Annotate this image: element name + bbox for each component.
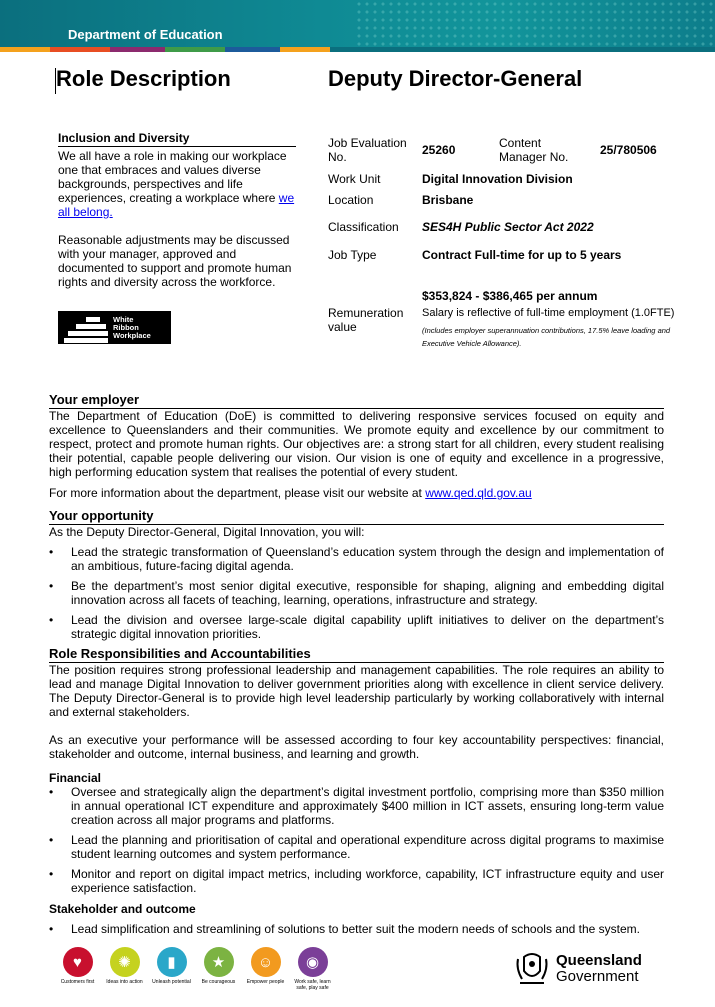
list-item: • Lead simplification and streamlining of solutions to better suit the modern needs of schools and the system. bbox=[49, 922, 664, 936]
list-item: • Lead the division and oversee large-scale digital capability uplift initiatives to deliver on the department’s strategic digital innovation priorities. bbox=[49, 613, 664, 641]
employer-section bbox=[49, 393, 664, 500]
content-mgr-label: Content Manager No. bbox=[499, 136, 569, 164]
stripe-segment bbox=[0, 47, 50, 52]
stripe-segment bbox=[330, 47, 715, 52]
value-badge: ★ bbox=[204, 947, 234, 977]
value-badge: ▮ bbox=[157, 947, 187, 977]
inclusion-heading: Inclusion and Diversity bbox=[58, 131, 296, 147]
responsibilities-para2: As an executive your performance will be assessed according to four key accountability perspectives: financial, stakeholder and outcome, internal business, and learning and growth. bbox=[49, 733, 664, 761]
remuneration-fine-print: (Includes employer superannuation contributions, 17.5% leave loading and Executive Vehicle Allowance). bbox=[422, 326, 671, 348]
doc-title: Role Description bbox=[56, 66, 231, 91]
be-courageous-icon bbox=[196, 947, 241, 991]
job-type-value: Contract Full-time for up to 5 years bbox=[422, 248, 622, 262]
ideas-into-action-icon bbox=[102, 947, 147, 991]
value-badge: ✺ bbox=[110, 947, 140, 977]
list-item: • Oversee and strategically align the department’s digital investment portfolio, comprising more than $350 million in annual operational ICT expenditure and approximately $400 million in ICT assets, ensuring long-term value creation across all major programs and platforms. bbox=[49, 785, 664, 827]
gov-line1: Queensland bbox=[556, 952, 642, 969]
values-icons bbox=[55, 947, 337, 991]
value-label: Empower people bbox=[246, 979, 285, 985]
unleash-potential-icon bbox=[149, 947, 194, 991]
value-label: Customers first bbox=[60, 979, 95, 985]
inclusion-text: We all have a role in making our workplace one that embraces and values diverse backgrounds, perspectives and life experiences, creating a workplace where bbox=[58, 149, 287, 205]
stripe-segment bbox=[110, 47, 165, 52]
stripe-segment bbox=[50, 47, 110, 52]
gov-wordmark bbox=[556, 953, 642, 985]
employer-more-info bbox=[49, 486, 664, 500]
stakeholder-heading: Stakeholder and outcome bbox=[49, 902, 196, 916]
job-eval-value: 25260 bbox=[422, 143, 456, 157]
value-label: Be courageous bbox=[201, 979, 236, 985]
work-safe-icon bbox=[290, 947, 335, 991]
opportunity-heading: Your opportunity bbox=[49, 509, 664, 525]
remuneration-amount: $353,824 - $386,465 per annum bbox=[422, 289, 598, 303]
stakeholder-list bbox=[49, 922, 664, 936]
employer-heading: Your employer bbox=[49, 393, 664, 409]
job-type-label: Job Type bbox=[328, 248, 377, 262]
logo-word: Workplace bbox=[113, 331, 151, 340]
website-link[interactable]: www.qed.qld.gov.au bbox=[425, 486, 532, 500]
inclusion-panel bbox=[58, 131, 296, 303]
work-unit-value: Digital Innovation Division bbox=[422, 172, 573, 186]
list-item: • Monitor and report on digital impact metrics, including workforce, capability, ICT infrastructure equity and user experience satisfaction. bbox=[49, 867, 664, 895]
we-all-belong-link[interactable]: we all belong. bbox=[58, 191, 295, 219]
opportunity-list bbox=[49, 545, 664, 641]
content-mgr-value: 25/780506 bbox=[600, 143, 657, 157]
stripe-segment bbox=[280, 47, 330, 52]
list-item: • Be the department’s most senior digital executive, responsible for shaping, aligning and embedding digital innovation across all facets of teaching, learning, operations, infrastructure and strategy. bbox=[49, 579, 664, 607]
employer-para: The Department of Education (DoE) is committed to delivering responsive services focused on equity and excellence to Queenslanders and their communities. We promote equity and excellence by our commitment to respect, protect and promote human rights. Our objectives are: a strong start for all children, every student realising their potential, capable people delivering our vision. Our vision is one of equity and excellence in a progressive, high performing education system that realises the potential of every student. bbox=[49, 409, 664, 479]
gov-line2: Government bbox=[556, 968, 639, 985]
financial-list bbox=[49, 785, 664, 895]
stripe-segment bbox=[225, 47, 280, 52]
responsibilities-section bbox=[49, 647, 664, 936]
opportunity-section bbox=[49, 509, 664, 641]
location-value: Brisbane bbox=[422, 193, 474, 207]
responsibilities-para1: The position requires strong professional leadership and management capabilities. The role requires an ability to lead and manage Digital Innovation to deliver government priorities along with excellence in client service delivery. The Deputy Director-General is to provide high level leadership particularly by working collaboratively with internal and external stakeholders. bbox=[49, 663, 664, 719]
remuneration-note: Salary is reflective of full-time employment (1.0FTE) bbox=[422, 307, 675, 319]
banner-pattern bbox=[355, 0, 715, 52]
location-label: Location bbox=[328, 193, 374, 207]
crest-icon bbox=[512, 949, 552, 989]
value-badge: ♥ bbox=[63, 947, 93, 977]
logo-word: Ribbon bbox=[113, 323, 139, 332]
remuneration-label: Remuneration value bbox=[328, 306, 404, 334]
classification-value: SES4H Public Sector Act 2022 bbox=[422, 220, 594, 234]
financial-heading: Financial bbox=[49, 771, 102, 785]
opportunity-intro: As the Deputy Director-General, Digital Innovation, you will: bbox=[49, 525, 365, 539]
banner-stripe bbox=[0, 47, 715, 52]
more-info-text: For more information about the department, please visit our website at bbox=[49, 486, 426, 500]
inclusion-para1 bbox=[58, 149, 296, 219]
list-item: • Lead the planning and prioritisation of capital and operational expenditure across digital programs to maximise student learning outcomes and system performance. bbox=[49, 833, 664, 861]
position-title: Deputy Director-General bbox=[328, 66, 583, 91]
value-label: Unleash potential bbox=[152, 979, 191, 985]
value-badge: ◉ bbox=[298, 947, 328, 977]
logo-word: White bbox=[113, 315, 134, 324]
value-badge: ☺ bbox=[251, 947, 281, 977]
responsibilities-heading: Role Responsibilities and Accountabilities bbox=[49, 647, 664, 663]
value-label: Ideas into action bbox=[106, 979, 143, 985]
stripe-segment bbox=[165, 47, 225, 52]
inclusion-para2: Reasonable adjustments may be discussed with your manager, approved and documented to support and promote human rights and diversity across the workforce. bbox=[58, 233, 292, 289]
department-name: Department of Education bbox=[68, 27, 223, 42]
white-ribbon-logo bbox=[58, 311, 171, 344]
classification-label: Classification bbox=[328, 220, 399, 234]
queensland-government-logo bbox=[512, 949, 642, 989]
white-ribbon-icon bbox=[64, 317, 108, 345]
list-item: • Lead the strategic transformation of Queensland’s education system through the design and implementation of an ambitious, future-facing digital agenda. bbox=[49, 545, 664, 573]
empower-people-icon bbox=[243, 947, 288, 991]
header-banner bbox=[0, 0, 715, 52]
job-eval-label: Job Evaluation No. bbox=[328, 136, 407, 164]
value-label: Work safe, learn safe, play safe bbox=[294, 979, 331, 991]
work-unit-label: Work Unit bbox=[328, 172, 381, 186]
white-ribbon-text bbox=[113, 316, 151, 340]
customers-first-icon bbox=[55, 947, 100, 991]
